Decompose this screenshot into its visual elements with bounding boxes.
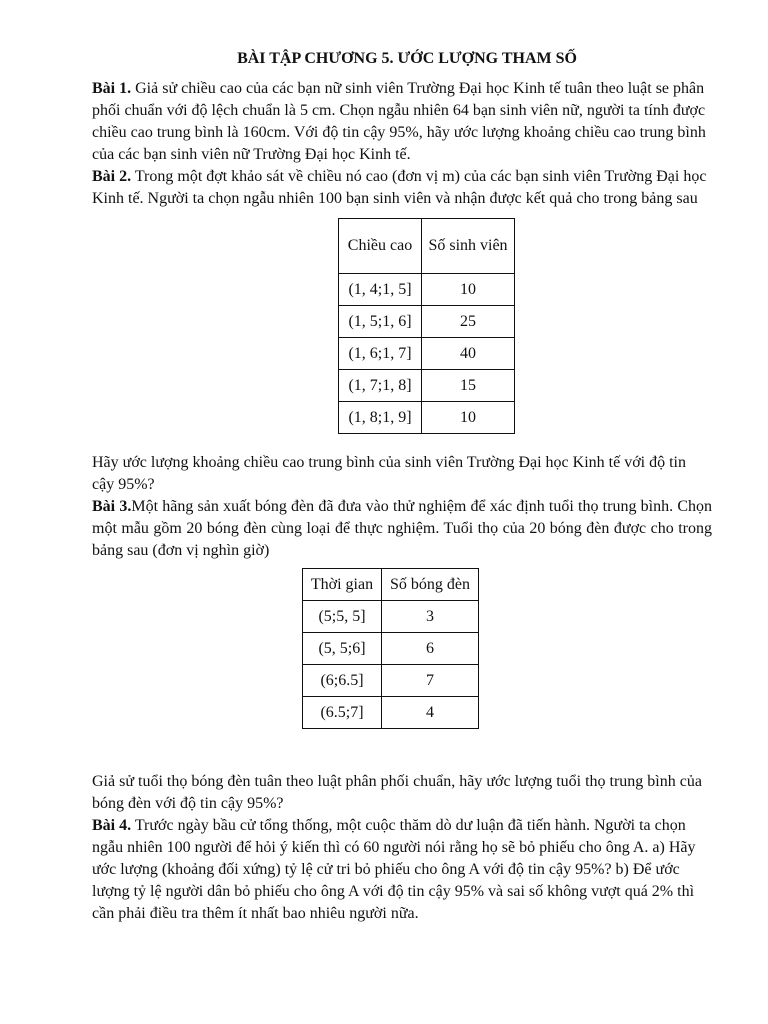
table-cell: (1, 5;1, 6]: [339, 306, 422, 338]
exercise-4-text: Trước ngày bầu cử tổng thống, một cuộc thăm dò dư luận đã tiến hành. Người ta chọn ngẫu nhiên 100 người để hỏi ý kiến thì có 60 người nói rằng họ sẽ bỏ phiếu cho ông A. a) Hãy ước lượng (khoảng đối xứng) tỷ lệ cử tri bỏ phiếu cho ông A với độ tin cậy 95%? b) Để ước lượng tỷ lệ người dân bỏ phiếu cho ông A với độ tin cậy 95% và sai số không vượt quá 2% thì cần phải điều tra thêm ít nhất bao nhiêu người nữa.: [92, 817, 696, 922]
table-row: [339, 274, 515, 306]
bulb-lifetime-table: [302, 568, 479, 729]
table-cell: 3: [382, 601, 479, 633]
table-cell: (5, 5;6]: [303, 633, 382, 665]
table-header-cell: Số bóng đèn: [382, 569, 479, 601]
table-cell: 7: [382, 665, 479, 697]
table-cell: (1, 6;1, 7]: [339, 338, 422, 370]
document-title: BÀI TẬP CHƯƠNG 5. ƯỚC LƯỢNG THAM SỐ: [237, 50, 577, 67]
exercise-2: [92, 166, 712, 210]
table-row: [303, 697, 479, 729]
exercise-2-text: Trong một đợt khảo sát về chiều nó cao (đơn vị m) của các bạn sinh viên Trường Đại học Kinh tế. Người ta chọn ngẫu nhiên 100 bạn sinh viên và nhận được kết quả cho trong bảng sau: [92, 168, 707, 207]
table-cell: (5;5, 5]: [303, 601, 382, 633]
table-cell: 10: [422, 274, 515, 306]
table-cell: (1, 8;1, 9]: [339, 402, 422, 434]
table-row: [303, 665, 479, 697]
table-header-row: [303, 569, 479, 601]
exercise-3-label: Bài 3.: [92, 498, 132, 515]
table-cell: (1, 7;1, 8]: [339, 370, 422, 402]
table-cell: 15: [422, 370, 515, 402]
exercise-4: [92, 815, 712, 925]
table-row: [339, 306, 515, 338]
exercise-3: [92, 496, 712, 562]
exercise-2-question: Hãy ước lượng khoảng chiều cao trung bình của sinh viên Trường Đại học Kinh tế với độ tin cậy 95%?: [92, 454, 686, 493]
table-row: [303, 633, 479, 665]
table-row: [339, 370, 515, 402]
exercise-1-text: Giả sử chiều cao của các bạn nữ sinh viên Trường Đại học Kinh tế tuân theo luật se phân phối chuẩn với độ lệch chuẩn là 5 cm. Chọn ngẫu nhiên 64 bạn sinh viên nữ, người ta tính được chiều cao trung bình là 160cm. Với độ tin cậy 95%, hãy ước lượng khoảng chiều cao trung bình của các bạn sinh viên nữ Trường Đại học Kinh tế.: [92, 80, 706, 163]
exercise-4-label: Bài 4.: [92, 817, 132, 834]
table-cell: 40: [422, 338, 515, 370]
table-cell: (6.5;7]: [303, 697, 382, 729]
table-header-cell: Số sinh viên: [422, 219, 515, 274]
exercise-1-label: Bài 1.: [92, 80, 132, 97]
table-header-row: [339, 219, 515, 274]
exercise-3-text: Một hãng sản xuất bóng đèn đã đưa vào thử nghiệm để xác định tuổi thọ trung bình. Chọn một mẫu gồm 20 bóng đèn cùng loại để thực nghiệm. Tuổi thọ của 20 bóng đèn được cho trong bảng sau (đơn vị nghìn giờ): [92, 498, 713, 559]
table-cell: 4: [382, 697, 479, 729]
exercise-3-question: Giả sử tuổi thọ bóng đèn tuân theo luật phân phối chuẩn, hãy ước lượng tuổi thọ trung bình của bóng đèn với độ tin cậy 95%?: [92, 773, 702, 812]
table-row: [339, 402, 515, 434]
height-table: [338, 218, 515, 434]
table-header-cell: Thời gian: [303, 569, 382, 601]
table-cell: 25: [422, 306, 515, 338]
table-row: [303, 601, 479, 633]
table-cell: 10: [422, 402, 515, 434]
exercise-2-label: Bài 2.: [92, 168, 132, 185]
table-cell: 6: [382, 633, 479, 665]
table-cell: (6;6.5]: [303, 665, 382, 697]
table-header-cell: Chiều cao: [339, 219, 422, 274]
table-row: [339, 338, 515, 370]
exercise-1: [92, 78, 712, 166]
table-cell: (1, 4;1, 5]: [339, 274, 422, 306]
